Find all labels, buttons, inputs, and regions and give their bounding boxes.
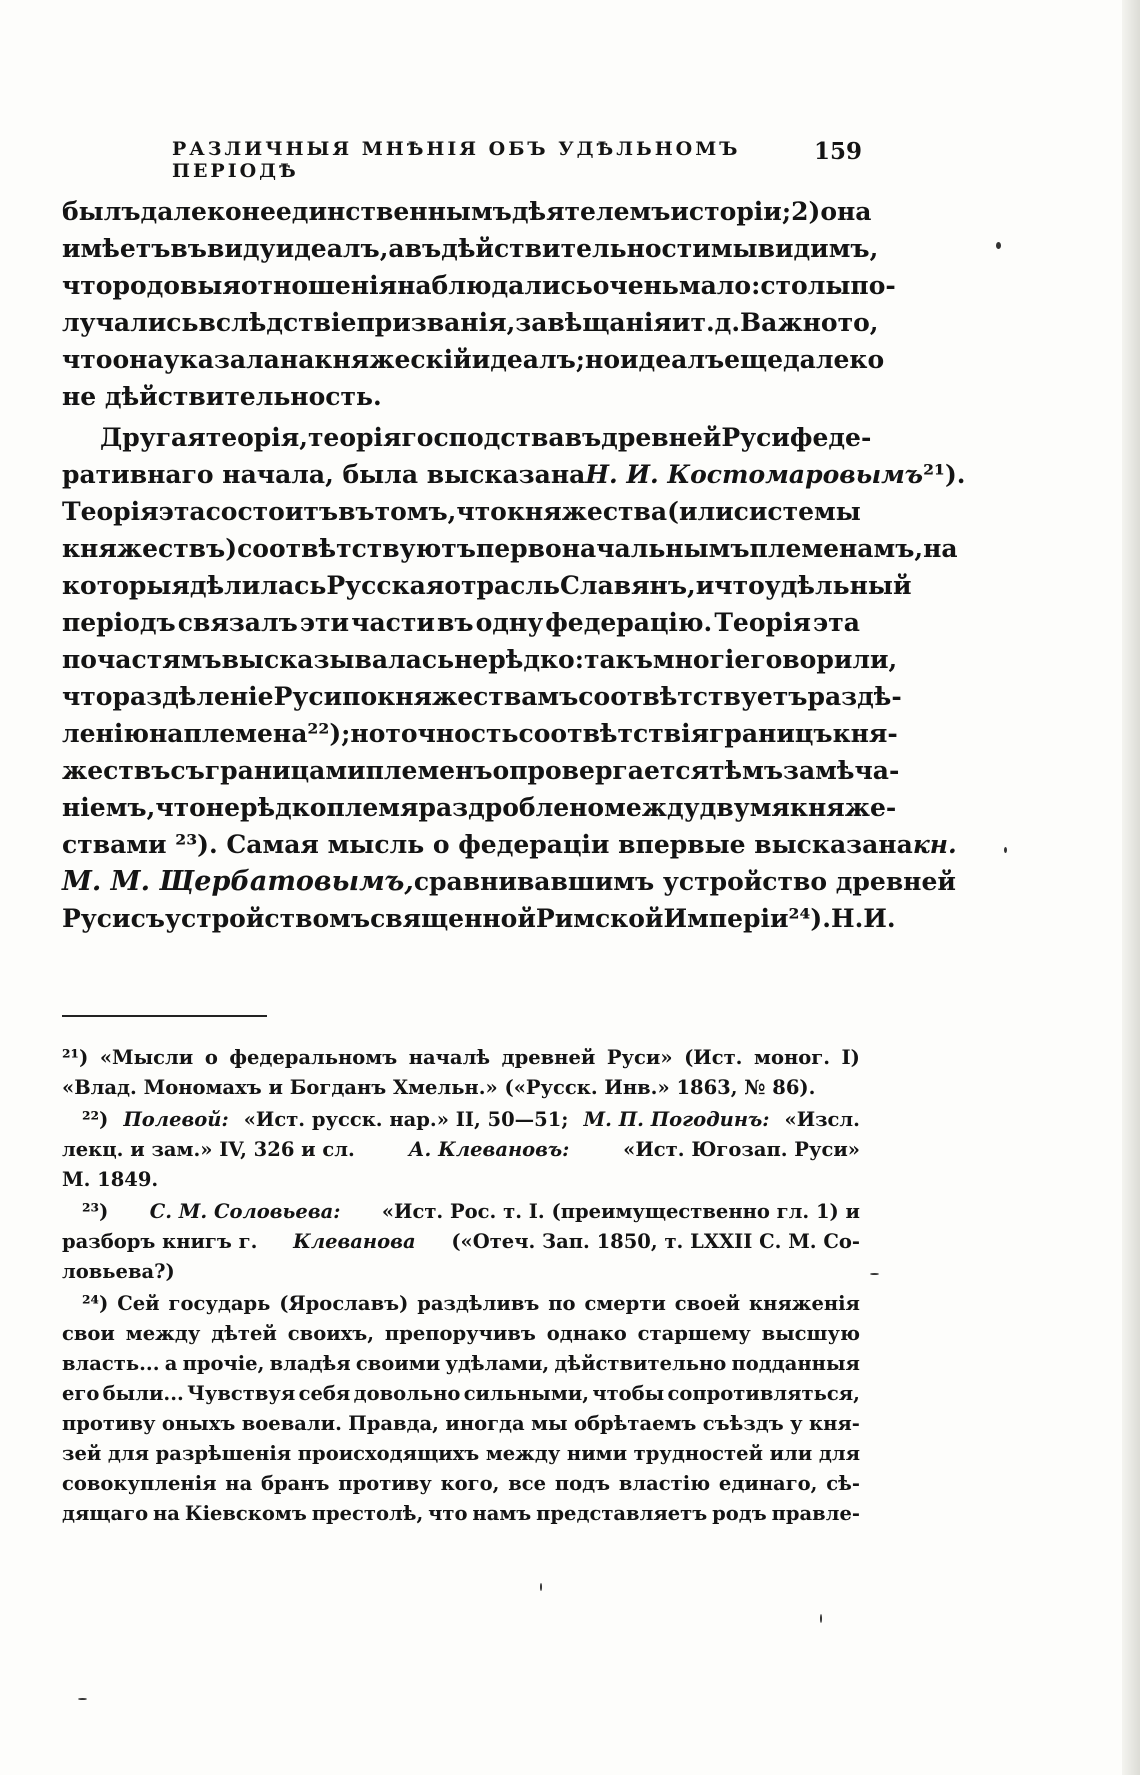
word: устройствомъ	[164, 904, 371, 933]
text-line	[62, 530, 958, 567]
word: родъ	[712, 1502, 767, 1525]
word: но	[585, 345, 621, 374]
word: племенамъ,	[749, 534, 924, 563]
word: соотвѣтствуетъ	[578, 682, 808, 711]
word: ²¹)	[62, 1046, 89, 1069]
word: идеалъ,	[275, 234, 389, 263]
word: раздроблено	[418, 793, 605, 822]
word: по	[62, 645, 97, 674]
word: единаго,	[718, 1472, 818, 1495]
word: сильными,	[463, 1382, 590, 1405]
word: правле-	[771, 1502, 860, 1525]
word: княже-	[789, 793, 897, 822]
text-line	[62, 678, 902, 715]
word: себя	[298, 1382, 351, 1405]
text-line	[62, 641, 898, 678]
word: кня-	[809, 1412, 860, 1435]
word: подъ	[554, 1472, 611, 1495]
word: ними	[566, 1442, 628, 1465]
word: Руси»	[606, 1046, 673, 1069]
word: подданныя	[731, 1352, 860, 1375]
word: сѣ-	[826, 1472, 860, 1495]
scan-speck	[820, 1614, 822, 1623]
word: разрѣшенія	[155, 1442, 292, 1465]
word: она	[820, 197, 872, 226]
footnote-22-line	[62, 1135, 860, 1165]
word: она	[112, 345, 164, 374]
word: соотвѣтствуютъ	[237, 534, 476, 563]
word: для	[818, 1442, 860, 1465]
word: видимъ,	[757, 234, 879, 263]
word: властію	[618, 1472, 711, 1495]
footnote-marker: ²²)	[82, 1108, 109, 1131]
word: ²⁴)	[82, 1292, 109, 1315]
word: чтобы	[592, 1382, 665, 1405]
text-line	[62, 341, 885, 378]
text-segment: разборъ книгъ г.	[62, 1230, 258, 1253]
word: между	[125, 1322, 201, 1345]
word: жествъ	[62, 756, 171, 785]
word: далеко	[783, 345, 885, 374]
text-line	[62, 900, 896, 937]
word: ²²);	[307, 719, 351, 748]
word: Римской	[535, 904, 664, 933]
footnote-22-line: М. 1849.	[62, 1168, 159, 1191]
footnote-24-line	[62, 1379, 860, 1409]
word: престолѣ,	[311, 1502, 424, 1525]
word: томъ,	[374, 497, 457, 526]
text-line	[62, 604, 860, 641]
word: раздѣ-	[807, 682, 902, 711]
word: лучались	[62, 308, 199, 337]
word: что	[456, 497, 507, 526]
page-header	[172, 138, 862, 182]
word: мы	[710, 234, 758, 263]
page-number: 159	[813, 138, 862, 165]
word: виду	[206, 234, 276, 263]
word: границъ	[709, 719, 833, 748]
word: родовыя	[112, 271, 241, 300]
footnote-22-line	[62, 1105, 860, 1135]
text-line	[62, 752, 900, 789]
word: т.	[690, 308, 715, 337]
text-line	[62, 826, 957, 863]
word: княжества	[506, 497, 668, 526]
word: происходящихъ	[297, 1442, 480, 1465]
word: эти	[299, 608, 350, 637]
word: д.	[714, 308, 741, 337]
word: дѣйствительности	[441, 234, 711, 263]
word: то,	[837, 308, 879, 337]
word: наблюдались	[397, 271, 593, 300]
word: теорія	[307, 423, 402, 452]
word: по	[342, 682, 378, 711]
word: 2)	[791, 197, 821, 226]
footnote-ref: ²¹).	[923, 460, 966, 489]
word: соотвѣтствія	[518, 719, 710, 748]
word: Кіевскомъ	[184, 1502, 307, 1525]
word: сопротивляться,	[667, 1382, 860, 1405]
word: смерти	[584, 1292, 666, 1315]
author-name: А. Клевановъ:	[408, 1138, 570, 1161]
word: его	[62, 1382, 100, 1405]
footnote-23-line	[62, 1197, 860, 1227]
word: удѣлами,	[445, 1352, 550, 1375]
word: оныхъ	[161, 1412, 236, 1435]
word: съ	[130, 904, 165, 933]
word: въ	[564, 423, 602, 452]
text-line	[62, 789, 897, 826]
footnote-24-line	[62, 1289, 860, 1319]
word: опровергается	[492, 756, 710, 785]
word: И.	[863, 904, 896, 933]
title-abbrev: кн.	[912, 830, 957, 859]
word: обрѣтаемъ	[574, 1412, 697, 1435]
word: идеалъ;	[471, 345, 586, 374]
word: княжествъ)	[62, 534, 238, 563]
word: въ	[436, 608, 474, 637]
word: Руси	[62, 904, 131, 933]
text-line: не дѣйствительность.	[62, 382, 382, 411]
footnote-24-line	[62, 1349, 860, 1379]
word: мало:	[678, 271, 761, 300]
word: а	[388, 234, 405, 263]
footnote-24-line	[62, 1499, 860, 1529]
word: племя	[326, 793, 419, 822]
word: (или	[667, 497, 734, 526]
word: о	[204, 1046, 218, 1069]
word: княженія	[749, 1292, 860, 1315]
text-line	[62, 193, 872, 230]
word: однако	[546, 1322, 627, 1345]
word: кого,	[440, 1472, 500, 1495]
word: на	[153, 1502, 180, 1525]
word: съ	[170, 756, 205, 785]
word: Руси	[721, 423, 790, 452]
word: зей	[62, 1442, 102, 1465]
word: древней	[601, 423, 722, 452]
word: въ	[338, 497, 375, 526]
text-line	[62, 567, 912, 604]
author-name: Полевой:	[123, 1108, 229, 1131]
word: раздѣленіе	[112, 682, 274, 711]
word: системы	[733, 497, 861, 526]
word: федерацію.	[545, 608, 713, 637]
word: еще	[724, 345, 784, 374]
word: части	[351, 608, 435, 637]
word: точность	[385, 719, 519, 748]
word: періодъ	[62, 608, 176, 637]
word: совокупленія	[62, 1472, 217, 1495]
text-segment: «Ист. русск. нар.» II, 50—51;	[243, 1108, 569, 1131]
scan-speck	[996, 242, 1001, 249]
footnote-24-line	[62, 1469, 860, 1499]
word: двумя	[699, 793, 790, 822]
word: дѣйствительно	[554, 1352, 727, 1375]
word: бранъ	[261, 1472, 330, 1495]
word: I)	[841, 1046, 860, 1069]
word: и	[695, 571, 715, 600]
word: что	[428, 1502, 468, 1525]
word: моног.	[754, 1046, 830, 1069]
scan-speck	[78, 1698, 87, 1700]
word: все	[508, 1472, 547, 1495]
footnote-24-line	[62, 1409, 860, 1439]
word: (Ист.	[684, 1046, 743, 1069]
footnote-24-line	[62, 1439, 860, 1469]
word: иногда	[445, 1412, 525, 1435]
word: «Мысли	[99, 1046, 194, 1069]
word: намъ	[472, 1502, 532, 1525]
word: одну	[475, 608, 544, 637]
word: говорили,	[750, 645, 898, 674]
text-line	[62, 230, 879, 267]
word: владѣя	[269, 1352, 351, 1375]
text-segment: лекц. и зам.» IV, 326 и сл.	[62, 1138, 355, 1161]
word: Теорія	[714, 608, 811, 637]
word: съѣздъ	[702, 1412, 784, 1435]
running-title: РАЗЛИЧНЫЯ МНѢНІЯ ОБЪ УДѢЛЬНОМЪ ПЕРІОДѢ	[172, 138, 741, 182]
word: воевали.	[241, 1412, 342, 1435]
word: Русская	[326, 571, 445, 600]
word: на	[923, 534, 958, 563]
footnote-21-line	[62, 1043, 860, 1073]
word: (Ярославъ)	[279, 1292, 409, 1315]
word: указала	[163, 345, 280, 374]
word: старшему	[637, 1322, 751, 1345]
word: что	[62, 345, 113, 374]
text-line	[62, 267, 896, 304]
word: княжескій	[314, 345, 472, 374]
word: которыя	[62, 571, 190, 600]
word: высказывалась	[221, 645, 455, 674]
word: но	[350, 719, 386, 748]
word: феде-	[789, 423, 872, 452]
word: противу	[62, 1412, 156, 1435]
footnote-24-line	[62, 1319, 860, 1349]
word: былъ	[62, 197, 141, 226]
footnote-21-line: «Влад. Мономахъ и Богданъ Хмельн.» («Русск. Инв.» 1863, № 86).	[62, 1076, 816, 1099]
word: Важно	[740, 308, 838, 337]
word: у	[790, 1412, 803, 1435]
word: государь	[168, 1292, 271, 1315]
word: Сей	[117, 1292, 160, 1315]
word: идеалъ	[620, 345, 725, 374]
word: мы	[531, 1412, 568, 1435]
word: племенъ	[365, 756, 493, 785]
word: между	[485, 1442, 561, 1465]
word: исторіи;	[670, 197, 792, 226]
word: господства	[401, 423, 565, 452]
author-name: С. М. Соловьева:	[149, 1200, 341, 1223]
word: кня-	[832, 719, 898, 748]
text-line	[62, 419, 872, 456]
word: Славянъ,	[559, 571, 696, 600]
text-line	[62, 863, 956, 900]
word: что	[714, 571, 765, 600]
word: удѣльный	[764, 571, 912, 600]
word: Н.	[830, 904, 864, 933]
word: противу	[338, 1472, 432, 1495]
word: прочіе,	[182, 1352, 265, 1375]
word: дѣятелемъ	[511, 197, 671, 226]
word: теорія,	[205, 423, 308, 452]
word: очень	[592, 271, 679, 300]
word: были...	[102, 1382, 184, 1405]
word: тѣмъ	[709, 756, 784, 785]
word: на	[225, 1472, 253, 1495]
word: связалъ	[177, 608, 298, 637]
word: столы	[760, 271, 851, 300]
scan-speck	[1004, 847, 1007, 853]
author-name: М. М. Щербатовымъ,	[62, 866, 414, 897]
footnote-marker: ²³)	[82, 1200, 109, 1223]
word: имѣетъ	[62, 234, 171, 263]
word: древней	[501, 1046, 596, 1069]
word: первоначальнымъ	[475, 534, 750, 563]
text-segment: сравнивавшимъ устройство древней	[413, 867, 956, 896]
word: свои	[62, 1322, 115, 1345]
text-segment: «Изсл.	[784, 1108, 860, 1131]
word: дѣлилась	[189, 571, 327, 600]
word: состоитъ	[205, 497, 339, 526]
word: границами	[204, 756, 366, 785]
word: представляетъ	[536, 1502, 708, 1525]
text-line	[62, 304, 879, 341]
word: единственнымъ	[275, 197, 512, 226]
footnote-23-line: ловьева?)	[62, 1260, 175, 1283]
word: въ	[170, 234, 207, 263]
word: не	[241, 197, 276, 226]
text-line	[62, 456, 966, 493]
footnote-23-line	[62, 1227, 860, 1257]
word: Теорія	[62, 497, 159, 526]
word: препоручивъ	[384, 1322, 536, 1345]
author-name: М. П. Погодинъ:	[583, 1108, 770, 1131]
word: эта	[813, 608, 860, 637]
page-edge	[1122, 0, 1140, 1775]
word: своихъ,	[287, 1322, 375, 1345]
text-segment: ративнаго начала, была высказана	[62, 460, 586, 489]
word: для	[107, 1442, 150, 1465]
word: княжествамъ	[377, 682, 579, 711]
scan-speck	[540, 1583, 542, 1591]
word: а	[164, 1352, 178, 1375]
word: между	[604, 793, 700, 822]
word: федеральномъ	[229, 1046, 398, 1069]
word: на	[279, 345, 315, 374]
word: и	[671, 308, 691, 337]
footnotes	[62, 1043, 860, 1529]
word: отношенія	[240, 271, 398, 300]
word: вслѣдствіе	[198, 308, 357, 337]
text-line	[62, 493, 860, 530]
word: завѣщанія	[515, 308, 672, 337]
text-segment: «Ист. Югозап. Руси»	[623, 1138, 860, 1161]
word: ніемъ,	[62, 793, 156, 822]
word: дящаго	[62, 1502, 149, 1525]
word: трудностей	[633, 1442, 763, 1465]
word: далеко	[140, 197, 242, 226]
main-text	[62, 193, 966, 937]
word: священной	[370, 904, 536, 933]
word: Чувствуя	[187, 1382, 296, 1405]
word: нерѣдко	[205, 793, 327, 822]
word: Имперіи	[663, 904, 789, 933]
word: что	[62, 682, 113, 711]
word: что	[155, 793, 206, 822]
word: такъ	[583, 645, 653, 674]
word: въ	[404, 234, 442, 263]
word: замѣча-	[783, 756, 900, 785]
word: частямъ	[96, 645, 222, 674]
text-segment: («Отеч. Зап. 1850, т. LXXII С. М. Со-	[451, 1230, 860, 1253]
word: Руси	[273, 682, 343, 711]
word: своей	[674, 1292, 741, 1315]
word: призванія,	[356, 308, 516, 337]
word: на	[148, 719, 184, 748]
footnote-rule	[62, 1015, 267, 1017]
word: высшую	[761, 1322, 860, 1345]
word: по	[548, 1292, 576, 1315]
word: Другая	[100, 423, 206, 452]
word: ленію	[62, 719, 149, 748]
word: раздѣливъ	[417, 1292, 540, 1315]
word: или	[769, 1442, 813, 1465]
scan-speck	[870, 1273, 879, 1275]
word: дѣтей	[211, 1322, 277, 1345]
text-line	[62, 715, 898, 752]
word: что	[62, 271, 113, 300]
word: отрасль	[444, 571, 560, 600]
text-segment: ствами ²³). Самая мысль о федераціи впервые высказана	[62, 830, 913, 859]
author-name: Н. И. Костомаровымъ	[585, 460, 924, 489]
word: довольно	[353, 1382, 461, 1405]
word: ²⁴).	[788, 904, 831, 933]
word: своими	[355, 1352, 441, 1375]
word: эта	[158, 497, 206, 526]
word: Правда,	[348, 1412, 439, 1435]
word: власть...	[62, 1352, 160, 1375]
author-name: Клеванова	[293, 1230, 416, 1253]
word: племена	[183, 719, 308, 748]
word: по-	[850, 271, 896, 300]
text-segment: «Ист. Рос. т. I. (преимущественно гл. 1) и	[381, 1200, 860, 1223]
word: нерѣдко:	[454, 645, 584, 674]
word: многіе	[652, 645, 751, 674]
word: началѣ	[408, 1046, 491, 1069]
